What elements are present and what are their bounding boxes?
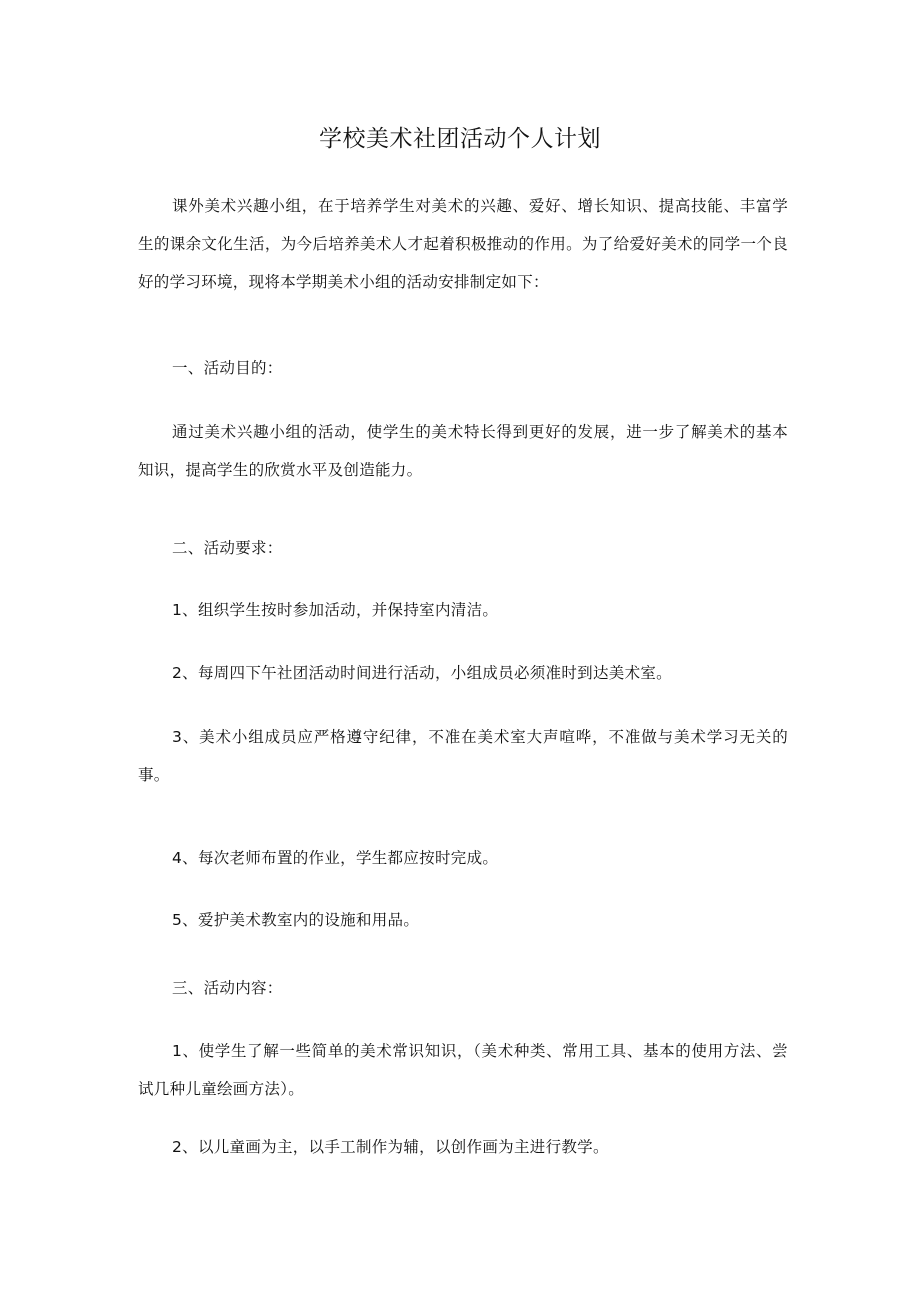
section-heading-purpose: 一、活动目的： <box>172 359 283 377</box>
content-item-2: 2、以儿童画为主，以手工制作为辅，以创作画为主进行教学。 <box>172 1138 609 1156</box>
section-heading-requirements: 二、活动要求： <box>172 539 283 557</box>
intro-paragraph: 课外美术兴趣小组，在于培养学生对美术的兴趣、爱好、增长知识、提高技能、丰富学生的课余文化生活，为今后培养美术人才起着积极推动的作用。为了给爱好美术的同学一个良好的学习环境，现将本学期美术小组的活动安排制定如下： <box>138 197 788 291</box>
requirement-item-1: 1、组织学生按时参加活动，并保持室内清洁。 <box>172 601 499 619</box>
requirement-item-5: 5、爱护美术教室内的设施和用品。 <box>172 911 420 929</box>
requirement-item-4: 4、每次老师布置的作业，学生都应按时完成。 <box>172 849 499 867</box>
document-title: 学校美术社团活动个人计划 <box>319 126 601 152</box>
requirement-item-3: 3、美术小组成员应严格遵守纪律，不准在美术室大声喧哗，不准做与美术学习无关的事。 <box>138 728 788 784</box>
purpose-paragraph: 通过美术兴趣小组的活动，使学生的美术特长得到更好的发展，进一步了解美术的基本知识，提高学生的欣赏水平及创造能力。 <box>138 423 788 479</box>
content-item-1: 1、使学生了解一些简单的美术常识知识，（美术种类、常用工具、基本的使用方法、尝试几种儿童绘画方法）。 <box>138 1042 788 1098</box>
requirement-item-2: 2、每周四下午社团活动时间进行活动，小组成员必须准时到达美术室。 <box>172 664 672 682</box>
section-heading-content: 三、活动内容： <box>172 979 283 997</box>
